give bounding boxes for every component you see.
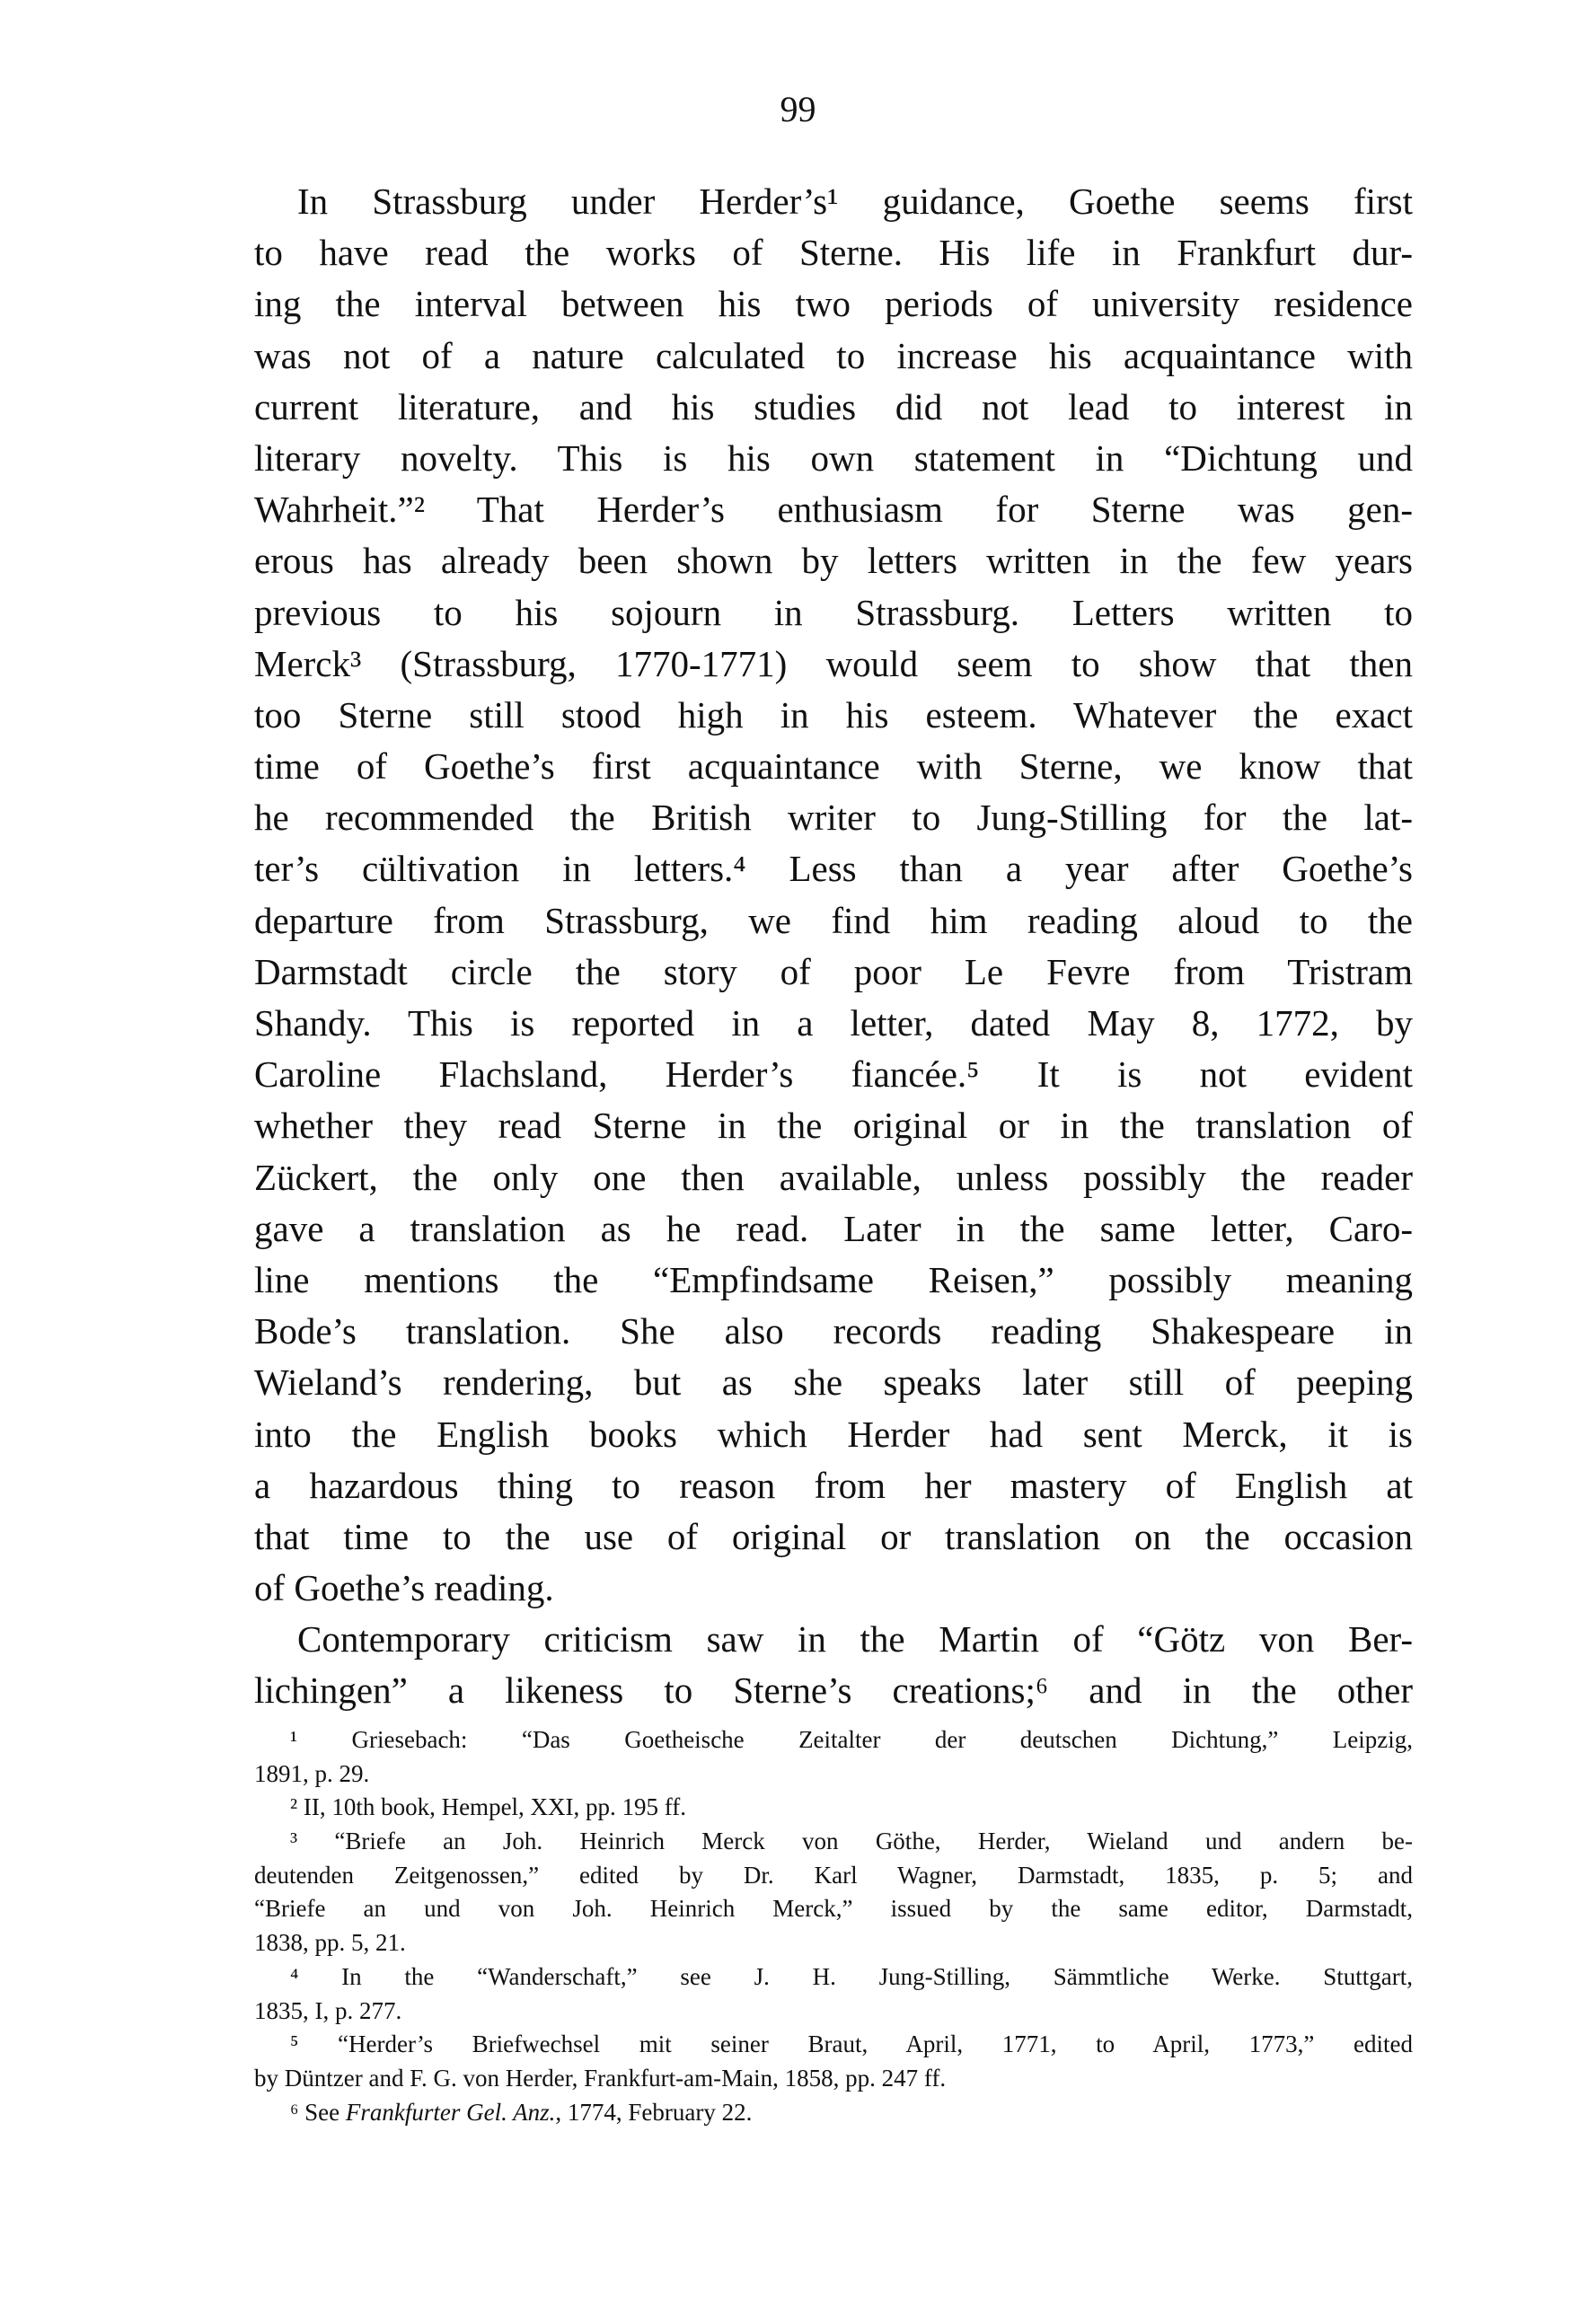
body-line-text: that time to the use of original or translation on the occasion: [254, 1515, 1413, 1557]
body-line-text: departure from Strassburg, we find him reading aloud to the: [254, 899, 1413, 941]
footnote-line-text: ¹ Griesebach: “Das Goetheische Zeitalter der deutschen Dichtung,” Leipzig,: [290, 1726, 1413, 1753]
body-line: [254, 895, 1413, 947]
body-line: [254, 1203, 1413, 1255]
footnote-line-text: ³ “Briefe an Joh. Heinrich Merck von Göthe, Herder, Wieland und andern be-: [290, 1828, 1413, 1855]
body-line: [254, 1306, 1413, 1357]
body-line-text: whether they read Sterne in the original or in the translation of: [254, 1105, 1413, 1147]
body-line: [254, 690, 1413, 741]
body-line: [254, 1460, 1413, 1511]
body-line: [254, 1614, 1413, 1665]
body-line: [254, 1255, 1413, 1306]
body-line: [254, 278, 1413, 330]
body-line: [254, 741, 1413, 792]
body-line-text: Zückert, the only one then available, unless possibly the reader: [254, 1156, 1413, 1198]
page-number: 99: [780, 89, 816, 129]
body-line-text: too Sterne still stood high in his esteem. Whatever the exact: [254, 693, 1413, 736]
body-line: [254, 382, 1413, 433]
body-line: [254, 792, 1413, 843]
footnote-line-text: 1838, pp. 5, 21.: [254, 1929, 406, 1957]
body-line: [254, 843, 1413, 894]
footnote-line: [254, 1723, 1413, 1757]
body-line: [254, 1100, 1413, 1151]
footnote-line: [254, 2096, 1413, 2130]
body-line-text: time of Goethe’s first acquaintance with Sterne, we know that: [254, 745, 1413, 788]
body-line: [254, 433, 1413, 484]
body-line-text: he recommended the British writer to Jung-Stilling for the lat-: [254, 797, 1413, 839]
footnote-line-text: 1835, I, p. 277.: [254, 1996, 402, 2024]
body-line-text: erous has already been shown by letters written in the few years: [254, 540, 1413, 582]
body-line-text: Shandy. This is reported in a letter, dated May 8, 1772, by: [254, 1002, 1413, 1044]
body-line: [254, 227, 1413, 278]
body-line-text: Merck³ (Strassburg, 1770-1771) would seem to show that then: [254, 642, 1413, 684]
body-line-text: literary novelty. This is his own statement in “Dichtung und: [254, 436, 1413, 479]
footnote-line-text: deutenden Zeitgenossen,” edited by Dr. Karl Wagner, Darmstadt, 1835, p. 5; and: [254, 1861, 1413, 1889]
body-line-text: was not of a nature calculated to increase his acquaintance with: [254, 334, 1413, 376]
body-line-text: ter’s cültivation in letters.⁴ Less than a year after Goethe’s: [254, 848, 1413, 890]
body-line-text: Contemporary criticism saw in the Martin of “Götz von Ber-: [297, 1618, 1413, 1660]
footnote-line-text: ⁴ In the “Wanderschaft,” see J. H. Jung-Stilling, Sämmtliche Werke. Stuttgart,: [290, 1962, 1413, 1990]
body-line: [254, 1409, 1413, 1460]
footnote-line: [254, 1859, 1413, 1893]
body-line-text: Caroline Flachsland, Herder’s fiancée.⁵ It is not evident: [254, 1053, 1413, 1096]
body-line: [254, 639, 1413, 690]
footnotes: [254, 1723, 1413, 2129]
footnote-line: [254, 1995, 1413, 2029]
footnote-line: [254, 1926, 1413, 1960]
footnote-line: [254, 1825, 1413, 1859]
body-line: [254, 998, 1413, 1049]
body-line-text: lichingen” a likeness to Sterne’s creations;⁶ and in the other: [254, 1669, 1413, 1712]
body-line-text: to have read the works of Sterne. His life in Frankfurt dur-: [254, 232, 1413, 274]
footnote-line-text: by Düntzer and F. G. von Herder, Frankfurt-am-Main, 1858, pp. 247 ff.: [254, 2064, 947, 2092]
body-line-text: current literature, and his studies did not lead to interest in: [254, 385, 1413, 427]
footnote-line-text: , 1774, February 22.: [555, 2098, 753, 2126]
footnote-line: [254, 1791, 1413, 1825]
body-line: [254, 535, 1413, 586]
footnote-line: [254, 2062, 1413, 2096]
footnote-line-text: ⁶ See: [290, 2098, 346, 2126]
body-line-text: line mentions the “Empfindsame Reisen,” possibly meaning: [254, 1258, 1413, 1300]
body-line: [254, 330, 1413, 382]
body-line: [254, 1049, 1413, 1100]
body-line: [254, 1563, 1413, 1614]
body-line: [254, 1357, 1413, 1408]
body-line-text: Darmstadt circle the story of poor Le Fevre from Tristram: [254, 950, 1413, 992]
footnote-line: [254, 1892, 1413, 1926]
body-line-text: into the English books which Herder had sent Merck, it is: [254, 1413, 1413, 1455]
body-line: [254, 947, 1413, 998]
body-line-text: Wieland’s rendering, but as she speaks later still of peeping: [254, 1361, 1413, 1404]
footnote-line-text: ⁵ “Herder’s Briefwechsel mit seiner Braut, April, 1771, to April, 1773,” edited: [290, 2030, 1413, 2058]
footnote-line-text: “Briefe an und von Joh. Heinrich Merck,” issued by the same editor, Darmstadt,: [254, 1895, 1413, 1923]
body-line-text: ing the interval between his two periods of university residence: [254, 283, 1413, 325]
body-line: [254, 1152, 1413, 1203]
body-line-text: a hazardous thing to reason from her mastery of English at: [254, 1464, 1413, 1506]
body-line: [254, 1511, 1413, 1563]
italic-title: Frankfurter Gel. Anz.: [345, 2098, 556, 2126]
footnote-line: [254, 2028, 1413, 2062]
footnote-line-text: 1891, p. 29.: [254, 1759, 370, 1787]
body-line-text: of Goethe’s reading.: [254, 1567, 554, 1609]
body-line-text: Wahrheit.”² That Herder’s enthusiasm for Sterne was gen-: [254, 489, 1413, 531]
body-line-text: previous to his sojourn in Strassburg. Letters written to: [254, 591, 1413, 633]
footnote-line: [254, 1960, 1413, 1995]
body-text: [254, 176, 1413, 1717]
body-line: [254, 1665, 1413, 1716]
footnote-line-text: ² II, 10th book, Hempel, XXI, pp. 195 ff.: [290, 1793, 687, 1821]
footnote-line: [254, 1757, 1413, 1792]
body-line: [254, 484, 1413, 535]
body-line: [254, 587, 1413, 639]
body-line-text: Bode’s translation. She also records reading Shakespeare in: [254, 1310, 1413, 1352]
body-line: [254, 176, 1413, 227]
body-line-text: In Strassburg under Herder’s¹ guidance, Goethe seems first: [297, 181, 1413, 222]
body-line-text: gave a translation as he read. Later in the same letter, Caro-: [254, 1207, 1413, 1249]
